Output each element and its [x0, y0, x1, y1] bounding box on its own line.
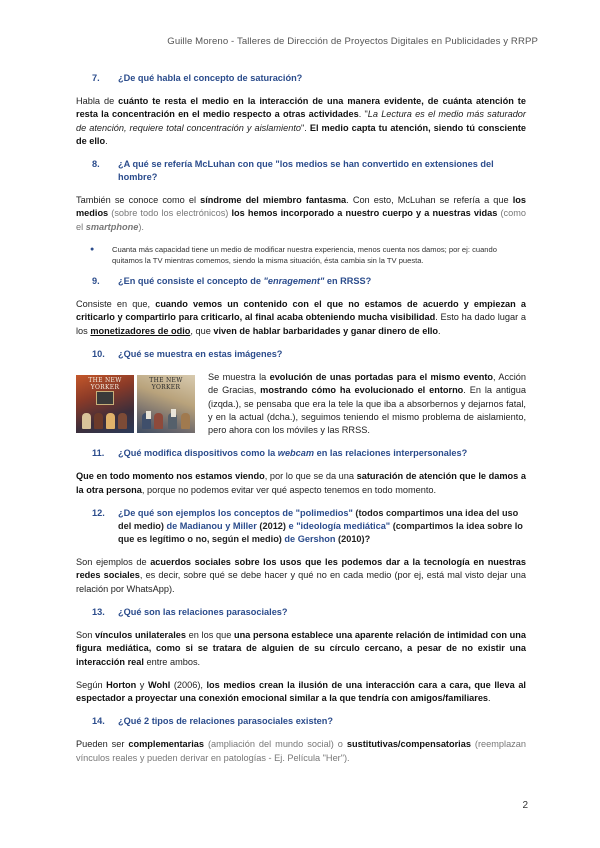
answer-12 — [76, 556, 526, 596]
text: de Madianou y Miller — [166, 521, 257, 532]
text: Según — [76, 679, 107, 690]
bold-text: mostrando cómo ha evolucionado el entorno — [260, 385, 464, 396]
question-title: ¿De qué habla el concepto de saturación? — [118, 73, 303, 83]
magazine-covers — [76, 375, 198, 433]
question-14-heading — [76, 715, 526, 728]
bold-text: complementarias — [128, 739, 204, 750]
text: . Esto ha dado lugar a los — [76, 312, 526, 336]
bullet-icon: ● — [90, 246, 95, 254]
question-13-heading — [76, 606, 526, 619]
text: Se muestra la — [208, 371, 270, 382]
text: , que — [190, 325, 214, 336]
italic-text: La Lectura es el medio más saturador de atención, requiere total concentración y aislamiento — [76, 109, 526, 133]
question-9-heading — [76, 275, 526, 288]
question-number: 11. — [92, 448, 105, 459]
answer-10 — [208, 371, 526, 437]
question-number: 10. — [92, 348, 105, 359]
tv-shape — [96, 391, 114, 405]
bold-text: síndrome del miembro fantasma — [200, 195, 347, 206]
question-number: 7. — [92, 73, 100, 83]
text: Consiste en que, — [76, 299, 156, 310]
question-number: 13. — [92, 606, 105, 617]
bold-text: saturación de atención que le damos a la otra persona — [76, 471, 526, 495]
phone-shape — [146, 411, 151, 419]
text: , es decir, sobre qué se debe hacer y qué no en cada medio (por ej, está mal visto dejar una relación por WhatsApp). — [76, 570, 526, 594]
text: También se conoce como el — [76, 195, 201, 206]
underlined-text: monetizadores de odio — [90, 325, 191, 336]
text: ". — [300, 122, 310, 133]
answer-11 — [76, 470, 526, 497]
gray-text: ). — [138, 221, 144, 232]
bold-text: los medios crean la ilusión de una interacción cara a cara, que lleva al espectador a proyectar una conexión emocional similar a la que tendría con amigos/familiares — [76, 679, 526, 704]
text: (2012) — [256, 521, 289, 532]
text: . — [488, 693, 491, 704]
question-title: ¿Qué 2 tipos de relaciones parasociales existen? — [118, 716, 333, 727]
bold-text: Que en todo momento nos estamos viendo — [76, 471, 265, 482]
question-title: ¿Qué se muestra en estas imágenes? — [118, 348, 283, 359]
bold-text: viven de hablar barbaridades y ganar dinero de ello — [213, 325, 439, 336]
figure-shape — [106, 413, 115, 429]
italic-text: webcam — [277, 448, 315, 459]
gray-text: (reemplazan vínculos reales y pueden derivar en patologías - Ej. Película "Her"). — [76, 739, 526, 763]
image-text-row — [76, 371, 526, 437]
page-header: Guille Moreno - Talleres de Dirección de Proyectos Digitales en Publicidades y RRPP — [167, 36, 538, 47]
bullet-text: Cuanta más capacidad tiene un medio de modificar nuestra experiencia, menos cuenta nos damos; por ej: cuando quitamos la TV mientras comemos, siendo la misma situación, ésta cambia sin la TV puesta. — [112, 245, 497, 266]
question-number: 9. — [92, 276, 100, 287]
text: . Con esto, McLuhan se refería a que — [346, 195, 513, 206]
magazine-cover-new — [137, 375, 195, 433]
answer-7 — [76, 95, 526, 148]
page-number: 2 — [522, 800, 528, 811]
text: , porque no podemos evitar ver qué aspecto tenemos en todo momento. — [141, 484, 437, 495]
text: e "ideología mediática" — [288, 521, 391, 532]
text: , Acción de Gracias, — [208, 371, 526, 396]
magazine-cover-old — [76, 375, 134, 433]
text: . — [438, 325, 441, 336]
magazine-title: THE NEW YORKER — [88, 376, 122, 391]
bold-text: sustitutivas/compensatorias — [346, 739, 471, 750]
text: en RRSS? — [324, 276, 372, 287]
bold-text: evolución de unas portadas para el mismo evento — [269, 371, 494, 382]
text: y — [136, 679, 148, 690]
question-7-heading — [76, 72, 526, 85]
bold-text: Horton — [106, 679, 137, 690]
bold-text: Wohl — [147, 679, 171, 690]
question-10-heading — [76, 348, 526, 361]
text: , por lo que se da una — [264, 471, 357, 482]
bold-text: vínculos unilaterales — [95, 629, 187, 640]
answer-14 — [76, 738, 526, 765]
question-title — [118, 507, 526, 546]
question-8-heading — [76, 158, 526, 184]
bullet-item — [76, 244, 526, 266]
gray-text: (sobre todo los electrónicos) — [108, 208, 232, 219]
bold-text: cuando vemos un contenido con el que no estamos de acuerdo y empiezan a criticarlo y compartirlo para criticarlo, al final acaba obteniendo mucha visibilidad — [76, 299, 526, 323]
figure-shape — [118, 413, 127, 429]
question-title: ¿Qué son las relaciones parasociales? — [118, 606, 288, 617]
page-content — [76, 72, 526, 775]
bold-text: cuánto te resta el medio en la interacción de una manera evidente, de cuánta atención te resta la concentración en el medio respecto a otras actividades — [76, 96, 526, 120]
text: ¿De qué son ejemplos los conceptos de "polimedios" — [118, 508, 353, 519]
question-title — [118, 275, 526, 288]
bold-text: los medios — [76, 195, 526, 219]
figure-shape — [154, 413, 163, 429]
image-description — [198, 371, 526, 437]
question-11-heading — [76, 447, 526, 460]
question-12-heading — [76, 507, 526, 546]
text: en los que — [186, 629, 234, 640]
figure-shape — [181, 413, 190, 429]
text: . " — [358, 109, 368, 120]
question-title — [118, 447, 526, 460]
figure-shape — [94, 413, 103, 429]
question-title: ¿A qué se refería McLuhan con que "los medios se han convertido en extensiones del hombre? — [118, 159, 494, 183]
phone-shape — [171, 409, 176, 417]
text: entre ambos. — [143, 656, 201, 667]
bold-text: una persona establece una aparente relación de intimidad con una figura mediática, como si se tratara de alguien de su círculo cercano, a pesar de no existir una interacción real — [76, 629, 526, 667]
italic-text: "enragement" — [263, 276, 325, 287]
text: (todos compartimos una idea del uso del medio) — [118, 508, 519, 532]
answer-9 — [76, 298, 526, 338]
answer-13a — [76, 629, 526, 669]
text: Pueden ser — [76, 739, 129, 750]
text: en las relaciones interpersonales? — [314, 448, 468, 459]
text: (2010)? — [335, 534, 371, 545]
figure-shape — [82, 413, 91, 429]
question-number: 8. — [92, 159, 100, 170]
gray-text: (ampliación del mundo social) o — [203, 739, 347, 750]
text: Habla de — [76, 96, 119, 106]
text: (compartimos la idea sobre lo que es legítimo o no, según el medio) — [118, 521, 523, 545]
question-number: 12. — [92, 508, 105, 519]
magazine-title: THE NEW YORKER — [149, 376, 183, 391]
text: ¿En qué consiste el concepto de — [118, 276, 264, 287]
answer-13b — [76, 679, 526, 706]
answer-8 — [76, 194, 526, 234]
text: (2006), — [170, 679, 207, 690]
text: . En la antigua (izqda.), se pensaba que era la tele la que iba a absorbernos y dejarnos fatal, y en la actual (dcha.), seguimos teniendo el mismo problema de aislamiento, pero ahora con los móviles y las RRSS. — [208, 385, 526, 436]
bold-text: los hemos incorporado a nuestro cuerpo y a nuestras vidas — [231, 208, 498, 219]
text: ¿Qué modifica dispositivos como la — [118, 448, 278, 459]
text: . — [105, 135, 108, 146]
bold-text: acuerdos sociales sobre los usos que les podemos dar a la tecnología en nuestras redes sociales — [76, 557, 526, 581]
italic-text: smartphone — [85, 221, 139, 232]
question-number: 14. — [92, 716, 105, 727]
text: Son — [76, 629, 96, 640]
text: de Gershon — [284, 534, 336, 545]
gray-text: (como el — [76, 208, 526, 232]
text: Son ejemplos de — [76, 557, 151, 568]
bold-text: El medio capta tu atención, siendo tú consciente de ello — [76, 122, 526, 146]
